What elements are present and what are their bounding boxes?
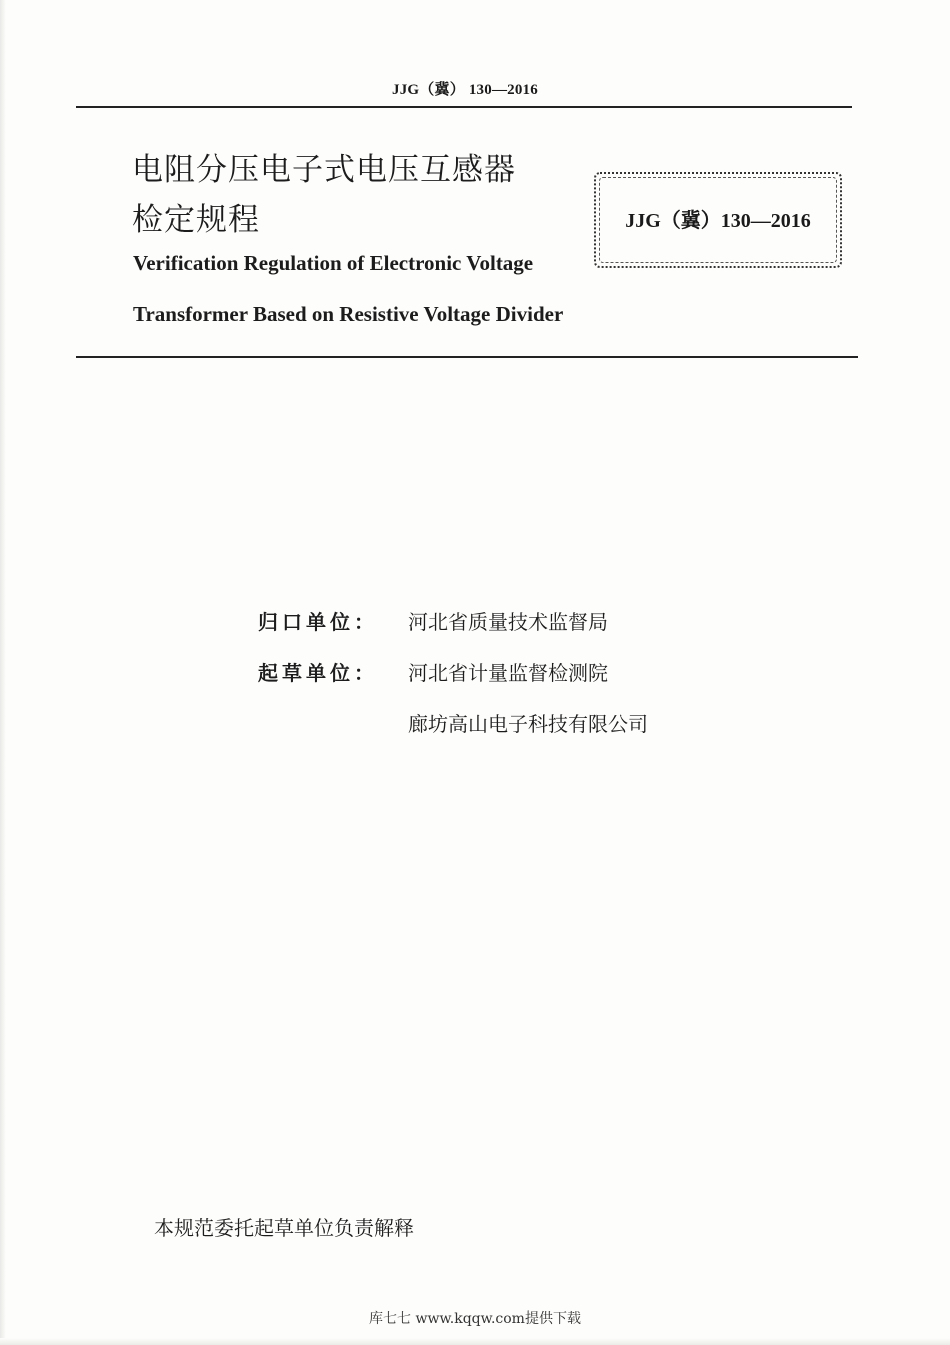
title-english-line-1: Verification Regulation of Electronic Voltage <box>133 251 534 275</box>
interpretation-note: 本规范委托起草单位负责解释 <box>154 1216 414 1240</box>
title-english-line-2: Transformer Based on Resistive Voltage Divider <box>133 302 564 326</box>
title-chinese-line-2: 检定规程 <box>132 202 260 238</box>
drafting-organization-row-2 <box>258 708 648 737</box>
header-rule <box>76 106 852 108</box>
header-standard-code: JJG（冀） 130—2016 <box>392 82 538 98</box>
responsible-organization-label: 归口单位： <box>258 610 378 634</box>
download-watermark: 库七七 www.kqqw.com提供下载 <box>369 1311 581 1327</box>
scan-bottom-edge <box>0 1338 950 1345</box>
responsible-organization-row <box>258 606 608 635</box>
drafting-organization-value-2: 廊坊高山电子科技有限公司 <box>408 712 648 736</box>
drafting-organization-value-1: 河北省计量监督检测院 <box>408 661 608 685</box>
drafting-organization-row <box>258 657 608 686</box>
scan-edge-shadow <box>0 0 6 1345</box>
standard-code-box <box>594 172 842 268</box>
drafting-organization-label: 起草单位： <box>258 661 378 685</box>
title-rule <box>76 356 858 358</box>
responsible-organization-value: 河北省质量技术监督局 <box>408 610 608 634</box>
standard-code-box-text: JJG（冀）130—2016 <box>625 210 811 232</box>
title-chinese-line-1: 电阻分压电子式电压互感器 <box>132 152 516 188</box>
